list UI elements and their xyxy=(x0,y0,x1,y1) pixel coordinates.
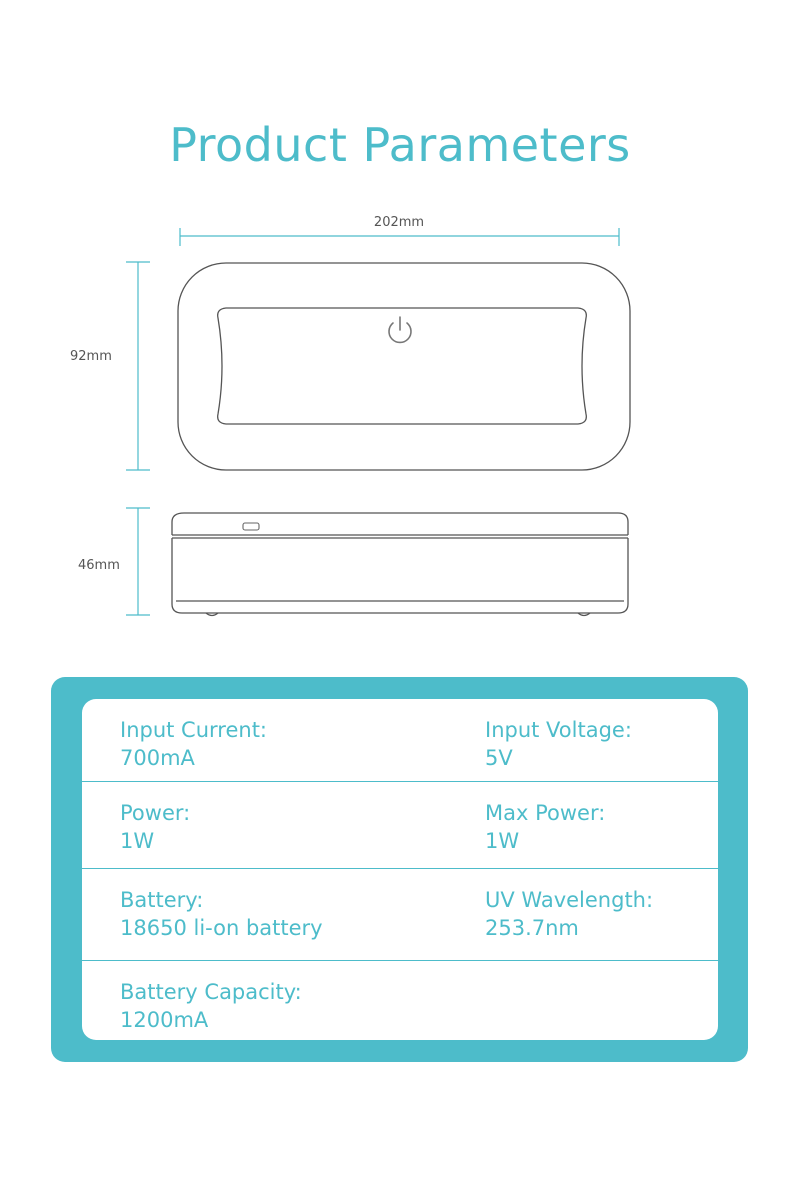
param-label: Max Power: xyxy=(485,801,606,825)
param-label: Battery Capacity: xyxy=(120,980,302,1004)
param-label: Input Current: xyxy=(120,718,267,742)
param-value: 1W xyxy=(485,829,520,853)
param-value: 700mA xyxy=(120,746,195,770)
param-value: 1200mA xyxy=(120,1008,209,1032)
table-row xyxy=(82,782,718,868)
param-label: UV Wavelength: xyxy=(485,888,654,912)
parameters-table xyxy=(82,699,718,1040)
param-value: 5V xyxy=(485,746,513,770)
param-battery xyxy=(120,886,323,942)
width-label: 202mm xyxy=(373,215,425,230)
param-label: Input Voltage: xyxy=(485,718,632,742)
power-icon xyxy=(389,317,411,342)
param-power xyxy=(120,799,190,855)
param-max-power xyxy=(485,799,605,855)
param-label: Power: xyxy=(120,801,191,825)
depth-label: 92mm xyxy=(70,349,112,364)
depth-dimension xyxy=(126,262,150,470)
width-dimension xyxy=(180,228,619,246)
param-label: Battery: xyxy=(120,888,204,912)
table-row xyxy=(82,869,718,960)
param-value: 253.7nm xyxy=(485,916,579,940)
usb-port-icon xyxy=(243,523,259,530)
device-top-view xyxy=(178,263,630,470)
height-label: 46mm xyxy=(78,558,120,573)
param-battery-capacity xyxy=(120,978,302,1034)
device-side-view xyxy=(172,513,628,616)
parameters-panel xyxy=(51,677,748,1062)
table-row xyxy=(82,699,718,781)
param-input-voltage xyxy=(485,716,632,772)
param-value: 1W xyxy=(120,829,155,853)
param-uv-wavelength xyxy=(485,886,653,942)
table-row xyxy=(82,961,718,1040)
height-dimension xyxy=(126,508,150,615)
param-input-current xyxy=(120,716,267,772)
param-value: 18650 li-on battery xyxy=(120,916,323,940)
page-title: Product Parameters xyxy=(169,118,631,172)
